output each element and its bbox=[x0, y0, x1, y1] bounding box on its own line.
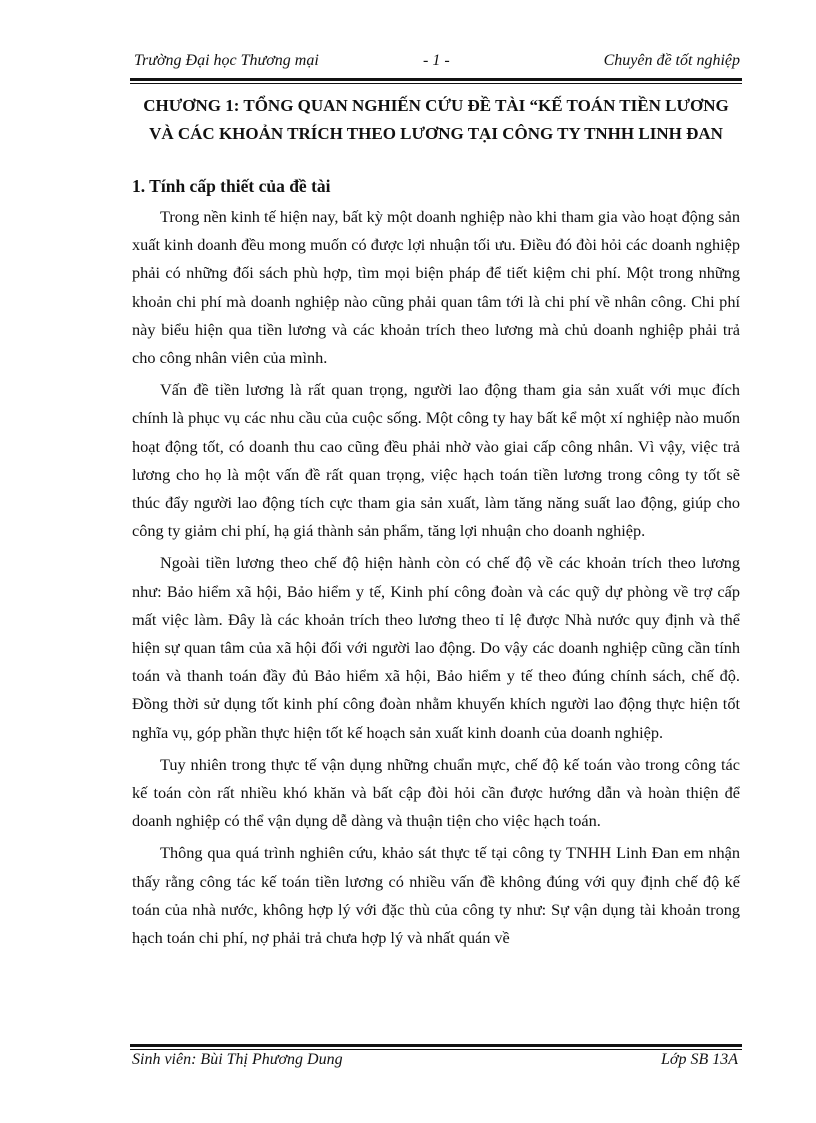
body-text bbox=[132, 203, 740, 956]
header-school: Trường Đại học Thương mại bbox=[134, 52, 319, 69]
paragraph: Thông qua quá trình nghiên cứu, khảo sát thực tế tại công ty TNHH Linh Đan em nhận thấy rằng công tác kế toán tiền lương có nhiều vấn đề không đúng với quy định chế độ kế toán của nhà nước, không hợp lý với đặc thù của công ty như: Sự vận dụng tài khoản trong hạch toán chi phí, nợ phải trả chưa hợp lý và nhất quán về bbox=[132, 843, 740, 948]
header-rule bbox=[130, 78, 742, 81]
footer-class: Lớp SB 13A bbox=[661, 1051, 738, 1068]
footer-student: Sinh viên: Bùi Thị Phương Dung bbox=[132, 1051, 343, 1068]
chapter-title: CHƯƠNG 1: TỔNG QUAN NGHIẾN CỨU ĐỀ TÀI “KẾ TOÁN TIỀN LƯƠNG VÀ CÁC KHOẢN TRÍCH THEO LƯƠNG TẠI CÔNG TY TNHH LINH ĐAN bbox=[143, 96, 729, 143]
header-doc-type: Chuyên đề tốt nghiệp bbox=[603, 52, 740, 69]
section-heading: 1. Tính cấp thiết của đề tài bbox=[132, 176, 331, 196]
header-page-number: - 1 - bbox=[423, 52, 450, 69]
page-footer bbox=[130, 1050, 742, 1076]
footer-rule bbox=[130, 1044, 742, 1047]
page-header bbox=[130, 50, 742, 76]
paragraph: Tuy nhiên trong thực tế vận dụng những chuẩn mực, chế độ kế toán vào trong công tác kế toán còn rất nhiều khó khăn và bất cập đòi hỏi cần được hướng dẫn và hoàn thiện để doanh nghiệp có thể vận dụng dễ dàng và thuận tiện cho việc hạch toán. bbox=[132, 754, 740, 831]
paragraph: Trong nền kinh tế hiện nay, bất kỳ một doanh nghiệp nào khi tham gia vào hoạt động sản xuất kinh doanh đều mong muốn có được lợi nhuận tối ưu. Điều đó đòi hỏi các doanh nghiệp phải có những đối sách phù hợp, tìm mọi biện pháp để tiết kiệm chi phí. Một trong những khoản chi phí mà doanh nghiệp nào cũng phải quan tâm tới là chi phí về nhân công. Chi phí này biểu hiện qua tiền lương và các khoản trích theo lương mà chủ doanh nghiệp phải trả cho công nhân viên của mình. bbox=[132, 207, 740, 368]
paragraph: Ngoài tiền lương theo chế độ hiện hành còn có chế độ về các khoản trích theo lương như: Bảo hiểm xã hội, Bảo hiểm y tế, Kinh phí công đoàn và các quỹ dự phòng về trợ cấp mất việc làm. Đây là các khoản trích theo lương theo tỉ lệ được Nhà nước quy định và thể hiện sự quan tâm của xã hội đối với người lao động. Do vậy các doanh nghiệp cũng cần tính toán và thanh toán đầy đủ Bảo hiểm xã hội, Bảo hiểm y tế theo đúng chính sách, chế độ. Đồng thời sử dụng tốt kinh phí công đoàn nhằm khuyến khích người lao động thực hiện tốt nghĩa vụ, góp phần thực hiện tốt kế hoạch sản xuất kinh doanh của doanh nghiệp. bbox=[132, 553, 740, 742]
paragraph: Vấn đề tiền lương là rất quan trọng, người lao động tham gia sản xuất với mục đích chính là phục vụ các nhu cầu của cuộc sống. Một công ty hay bất kể một xí nghiệp nào muốn hoạt động tốt, có doanh thu cao cũng đều phải nhờ vào giai cấp công nhân. Vì vậy, việc trả lương cho họ là một vấn đề rất quan trọng, việc hạch toán tiền lương trong công ty tốt sẽ thúc đẩy người lao động tích cực tham gia sản xuất, làm tăng năng suất lao động, giúp cho công ty giảm chi phí, hạ giá thành sản phẩm, tăng lợi nhuận cho doanh nghiệp. bbox=[132, 380, 740, 541]
